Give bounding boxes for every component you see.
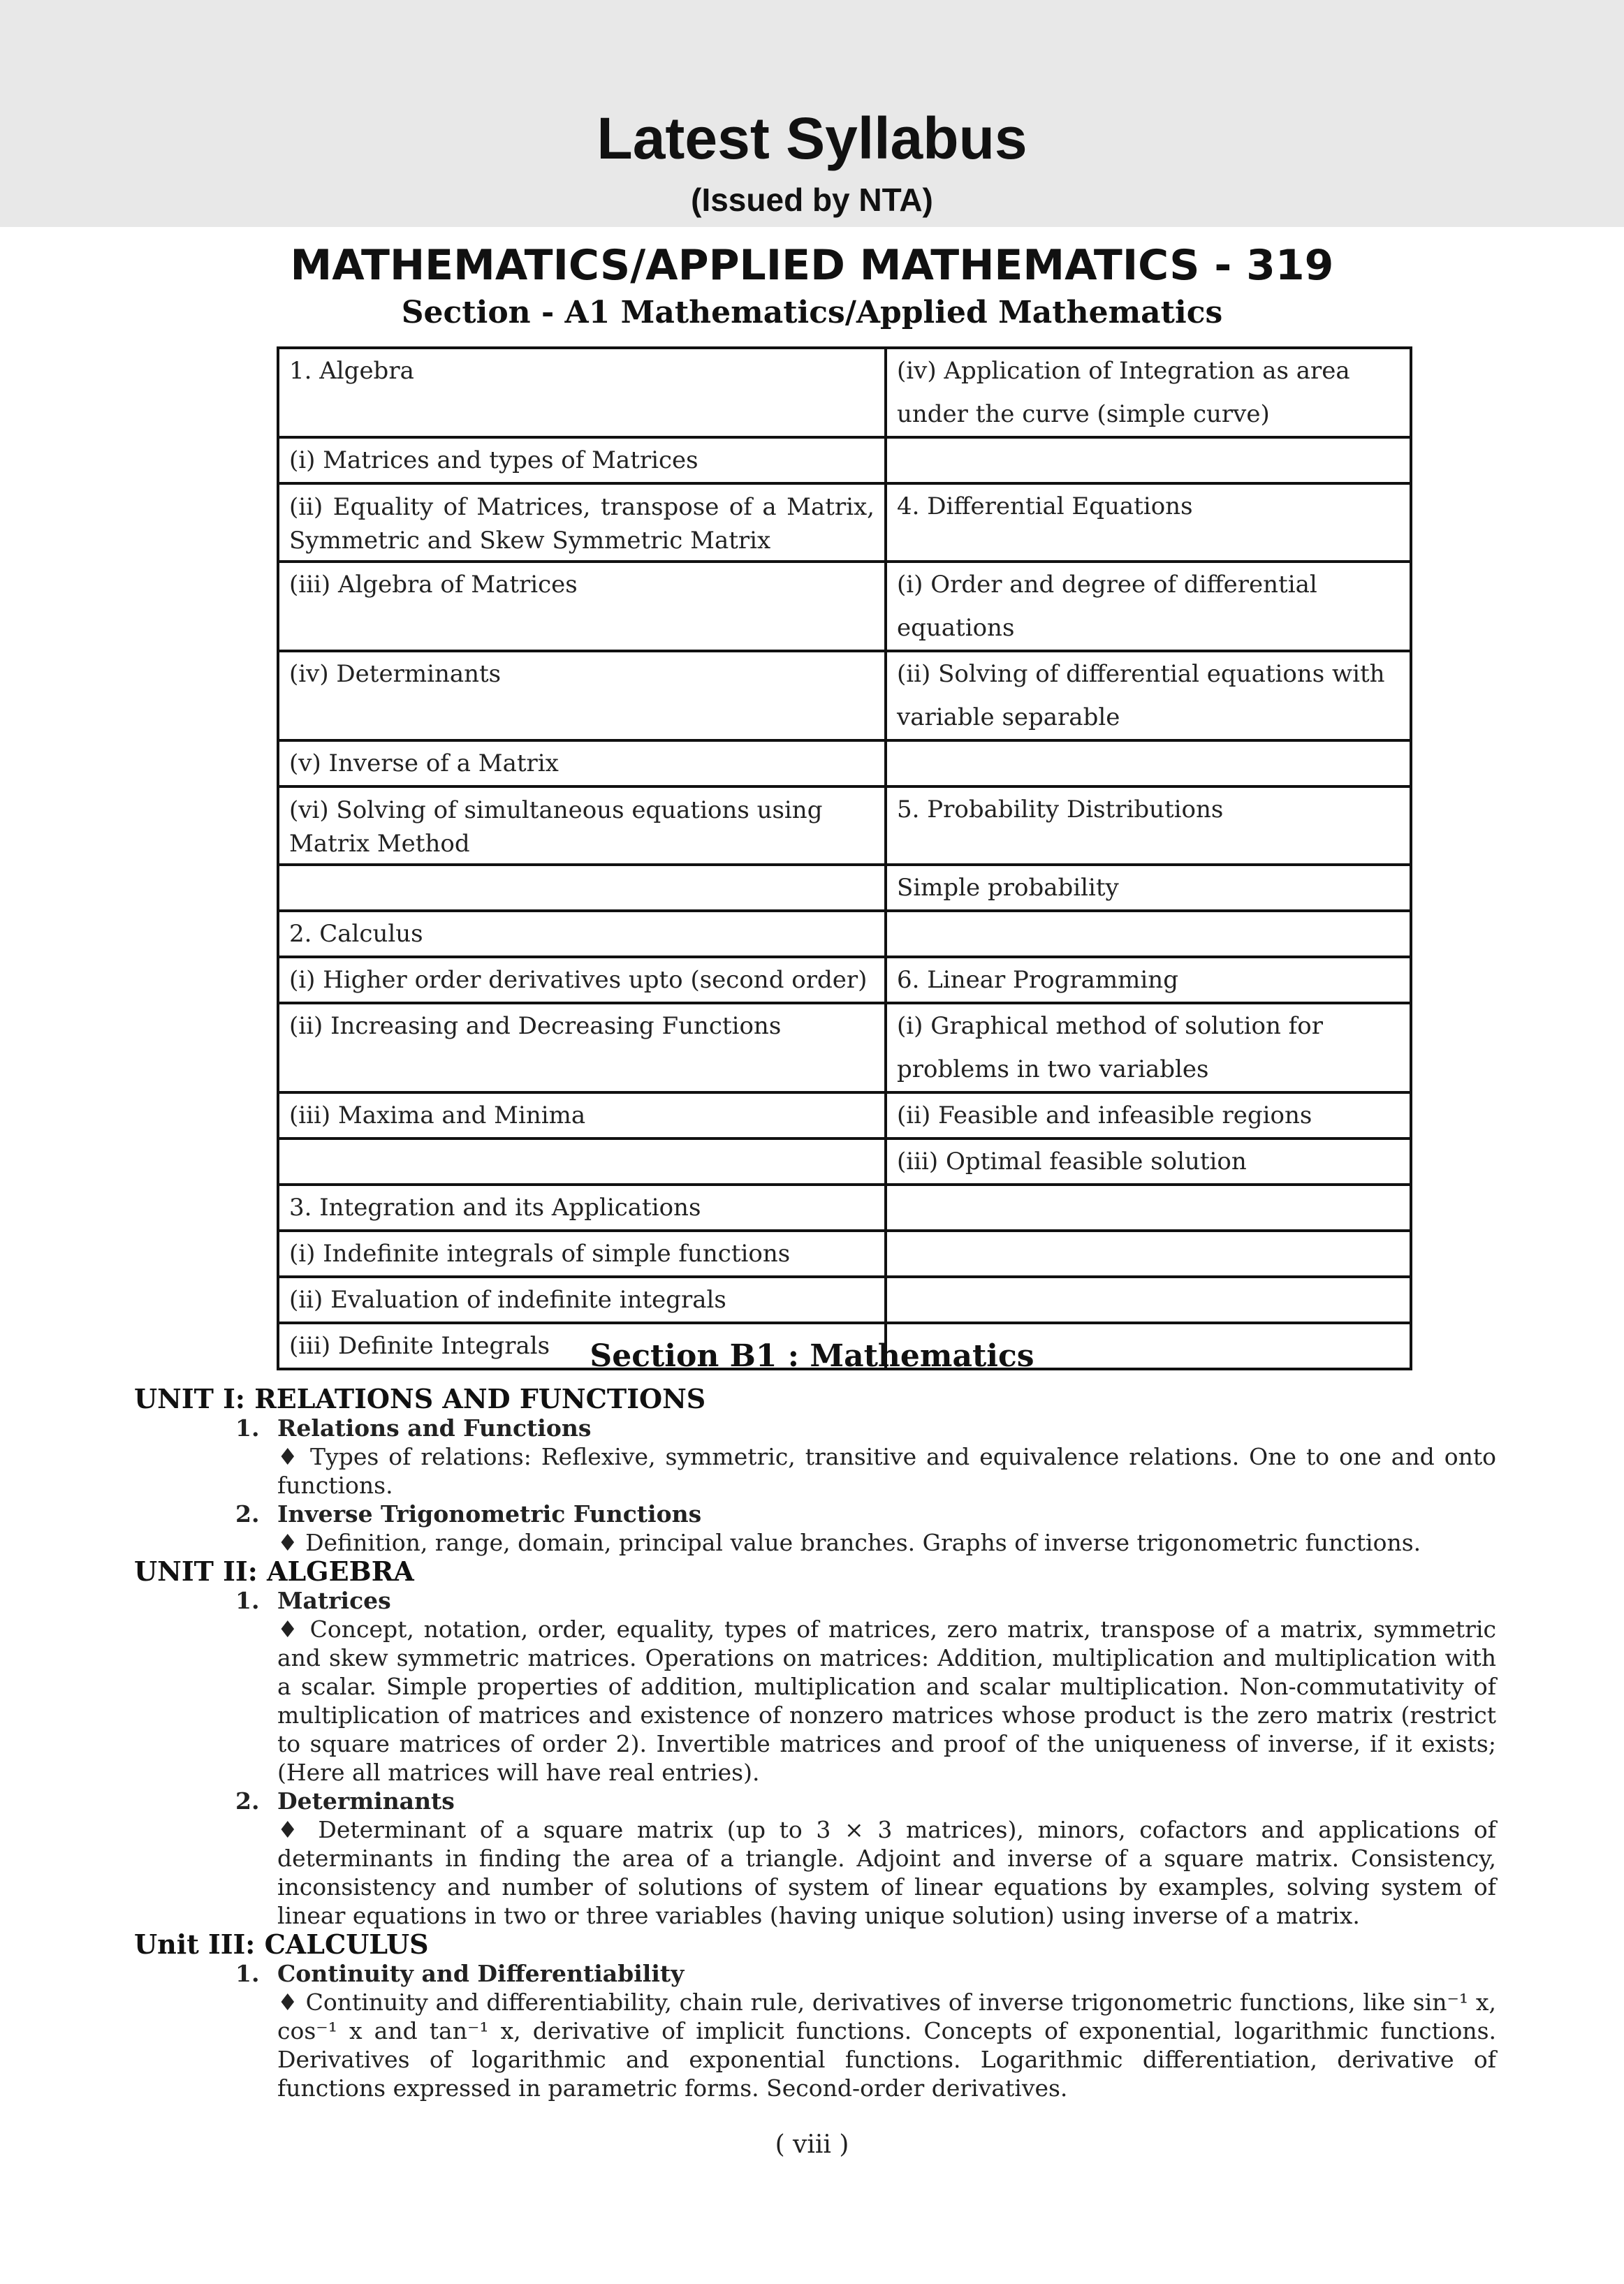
table-cell xyxy=(278,1139,886,1185)
table-cell: (iii) Maxima and Minima xyxy=(278,1092,886,1139)
table-row xyxy=(278,1139,1411,1185)
topic-title: Relations and Functions xyxy=(277,1414,592,1442)
table-row xyxy=(278,740,1411,786)
table-cell: (ii) Solving of differential equations with variable separable xyxy=(886,651,1411,740)
table-cell: 1. Algebra xyxy=(278,348,886,437)
table-row xyxy=(278,1231,1411,1277)
table-cell: 2. Calculus xyxy=(278,911,886,957)
table-cell: (ii) Feasible and infeasible regions xyxy=(886,1092,1411,1139)
topic-number: 2. xyxy=(235,1787,260,1815)
table-cell: 3. Integration and its Applications xyxy=(278,1185,886,1231)
table-cell: 6. Linear Programming xyxy=(886,957,1411,1003)
table-cell xyxy=(886,1185,1411,1231)
table-cell xyxy=(886,1231,1411,1277)
table-cell: (ii) Equality of Matrices, transpose of a Matrix, Symmetric and Skew Symmetric Matrix xyxy=(278,483,886,562)
table-row xyxy=(278,437,1411,483)
topic-number: 2. xyxy=(235,1500,260,1528)
issued-by: (Issued by NTA) xyxy=(691,182,933,218)
table-row xyxy=(278,1185,1411,1231)
topic-heading xyxy=(235,1787,1496,1815)
table-row xyxy=(278,911,1411,957)
page-title: Latest Syllabus xyxy=(597,105,1027,171)
subject-title: MATHEMATICS/APPLIED MATHEMATICS - 319 xyxy=(290,241,1334,290)
table-row xyxy=(278,348,1411,437)
topic-heading xyxy=(235,1500,1496,1528)
table-cell xyxy=(886,1277,1411,1323)
topic-number: 1. xyxy=(235,1960,260,1987)
table-row xyxy=(278,1277,1411,1323)
topic-description: ♦ Continuity and differentiability, chain rule, derivatives of inverse trigonometric functions, like sin⁻¹ x, cos⁻¹ x and tan⁻¹ x, derivative of implicit functions. Concepts of exponential, logarithmic functions. Derivatives of logarithmic and exponential functions. Logarithmic differentiation, derivative of functions expressed in parametric forms. Second-order derivatives. xyxy=(277,1989,1496,2102)
table-cell: (i) Indefinite integrals of simple functions xyxy=(278,1231,886,1277)
table-row xyxy=(278,957,1411,1003)
table-cell: 4. Differential Equations xyxy=(886,483,1411,562)
section-a-title: Section - A1 Mathematics/Applied Mathematics xyxy=(401,295,1223,330)
topic-heading xyxy=(235,1959,1496,1988)
table-cell: (i) Higher order derivatives upto (second order) xyxy=(278,957,886,1003)
table-cell: (iii) Definite Integrals xyxy=(278,1323,886,1369)
topic-description: ♦ Definition, range, domain, principal value branches. Graphs of inverse trigonometric functions. xyxy=(277,1529,1421,1556)
table-cell: (i) Matrices and types of Matrices xyxy=(278,437,886,483)
section-b-title: Section B1 : Mathematics xyxy=(590,1338,1034,1374)
unit-heading: UNIT I: RELATIONS AND FUNCTIONS xyxy=(134,1383,706,1414)
table-cell: Simple probability xyxy=(886,865,1411,911)
table-cell xyxy=(886,740,1411,786)
topic-description: ♦ Determinant of a square matrix (up to 3 × 3 matrices), minors, cofactors and applications of determinants in finding the area of a triangle. Adjoint and inverse of a square matrix. Consistency, inconsistency and number of solutions of system of linear equations by examples, solving system of linear equations in two or three variables (having unique solution) using inverse of a matrix. xyxy=(277,1816,1496,1929)
table-cell: (iv) Application of Integration as area under the curve (simple curve) xyxy=(886,348,1411,437)
units-content xyxy=(134,1384,1496,2102)
table-cell: (i) Order and degree of differential equations xyxy=(886,562,1411,651)
topic-description: ♦ Types of relations: Reflexive, symmetric, transitive and equivalence relations. One to one and onto functions. xyxy=(277,1443,1496,1499)
table-cell: 5. Probability Distributions xyxy=(886,786,1411,865)
table-row xyxy=(278,562,1411,651)
topic-heading xyxy=(235,1586,1496,1615)
table-row xyxy=(278,1003,1411,1092)
table-cell xyxy=(278,865,886,911)
topic-title: Determinants xyxy=(277,1787,455,1815)
unit-heading: UNIT II: ALGEBRA xyxy=(134,1555,414,1587)
unit-heading: Unit III: CALCULUS xyxy=(134,1928,429,1960)
table-cell: (vi) Solving of simultaneous equations using Matrix Method xyxy=(278,786,886,865)
table-row xyxy=(278,786,1411,865)
page-number: ( viii ) xyxy=(775,2130,849,2159)
topic-heading xyxy=(235,1414,1496,1442)
table-row xyxy=(278,651,1411,740)
table-cell: (v) Inverse of a Matrix xyxy=(278,740,886,786)
table-cell: (iii) Optimal feasible solution xyxy=(886,1139,1411,1185)
table-cell: (ii) Increasing and Decreasing Functions xyxy=(278,1003,886,1092)
topic-description: ♦ Concept, notation, order, equality, types of matrices, zero matrix, transpose of a matrix, symmetric and skew symmetric matrices. Operations on matrices: Addition, multiplication and multiplication with a scalar. Simple properties of addition, multiplication and scalar multiplication. Non-commutativity of multiplication of matrices and existence of nonzero matrices whose product is the zero matrix (restrict to square matrices of order 2). Invertible matrices and proof of the uniqueness of inverse, if it exists; (Here all matrices will have real entries). xyxy=(277,1616,1496,1786)
topic-number: 1. xyxy=(235,1587,260,1614)
topic-title: Inverse Trigonometric Functions xyxy=(277,1500,702,1528)
table-cell xyxy=(886,911,1411,957)
topic-title: Matrices xyxy=(277,1587,391,1614)
topic-title: Continuity and Differentiability xyxy=(277,1960,685,1987)
table-row xyxy=(278,1092,1411,1139)
table-row xyxy=(278,483,1411,562)
table-cell xyxy=(886,437,1411,483)
topic-number: 1. xyxy=(235,1414,260,1442)
syllabus-table xyxy=(277,346,1412,1370)
table-row xyxy=(278,865,1411,911)
table-cell: (iii) Algebra of Matrices xyxy=(278,562,886,651)
table-cell: (i) Graphical method of solution for problems in two variables xyxy=(886,1003,1411,1092)
table-cell: (ii) Evaluation of indefinite integrals xyxy=(278,1277,886,1323)
table-cell: (iv) Determinants xyxy=(278,651,886,740)
